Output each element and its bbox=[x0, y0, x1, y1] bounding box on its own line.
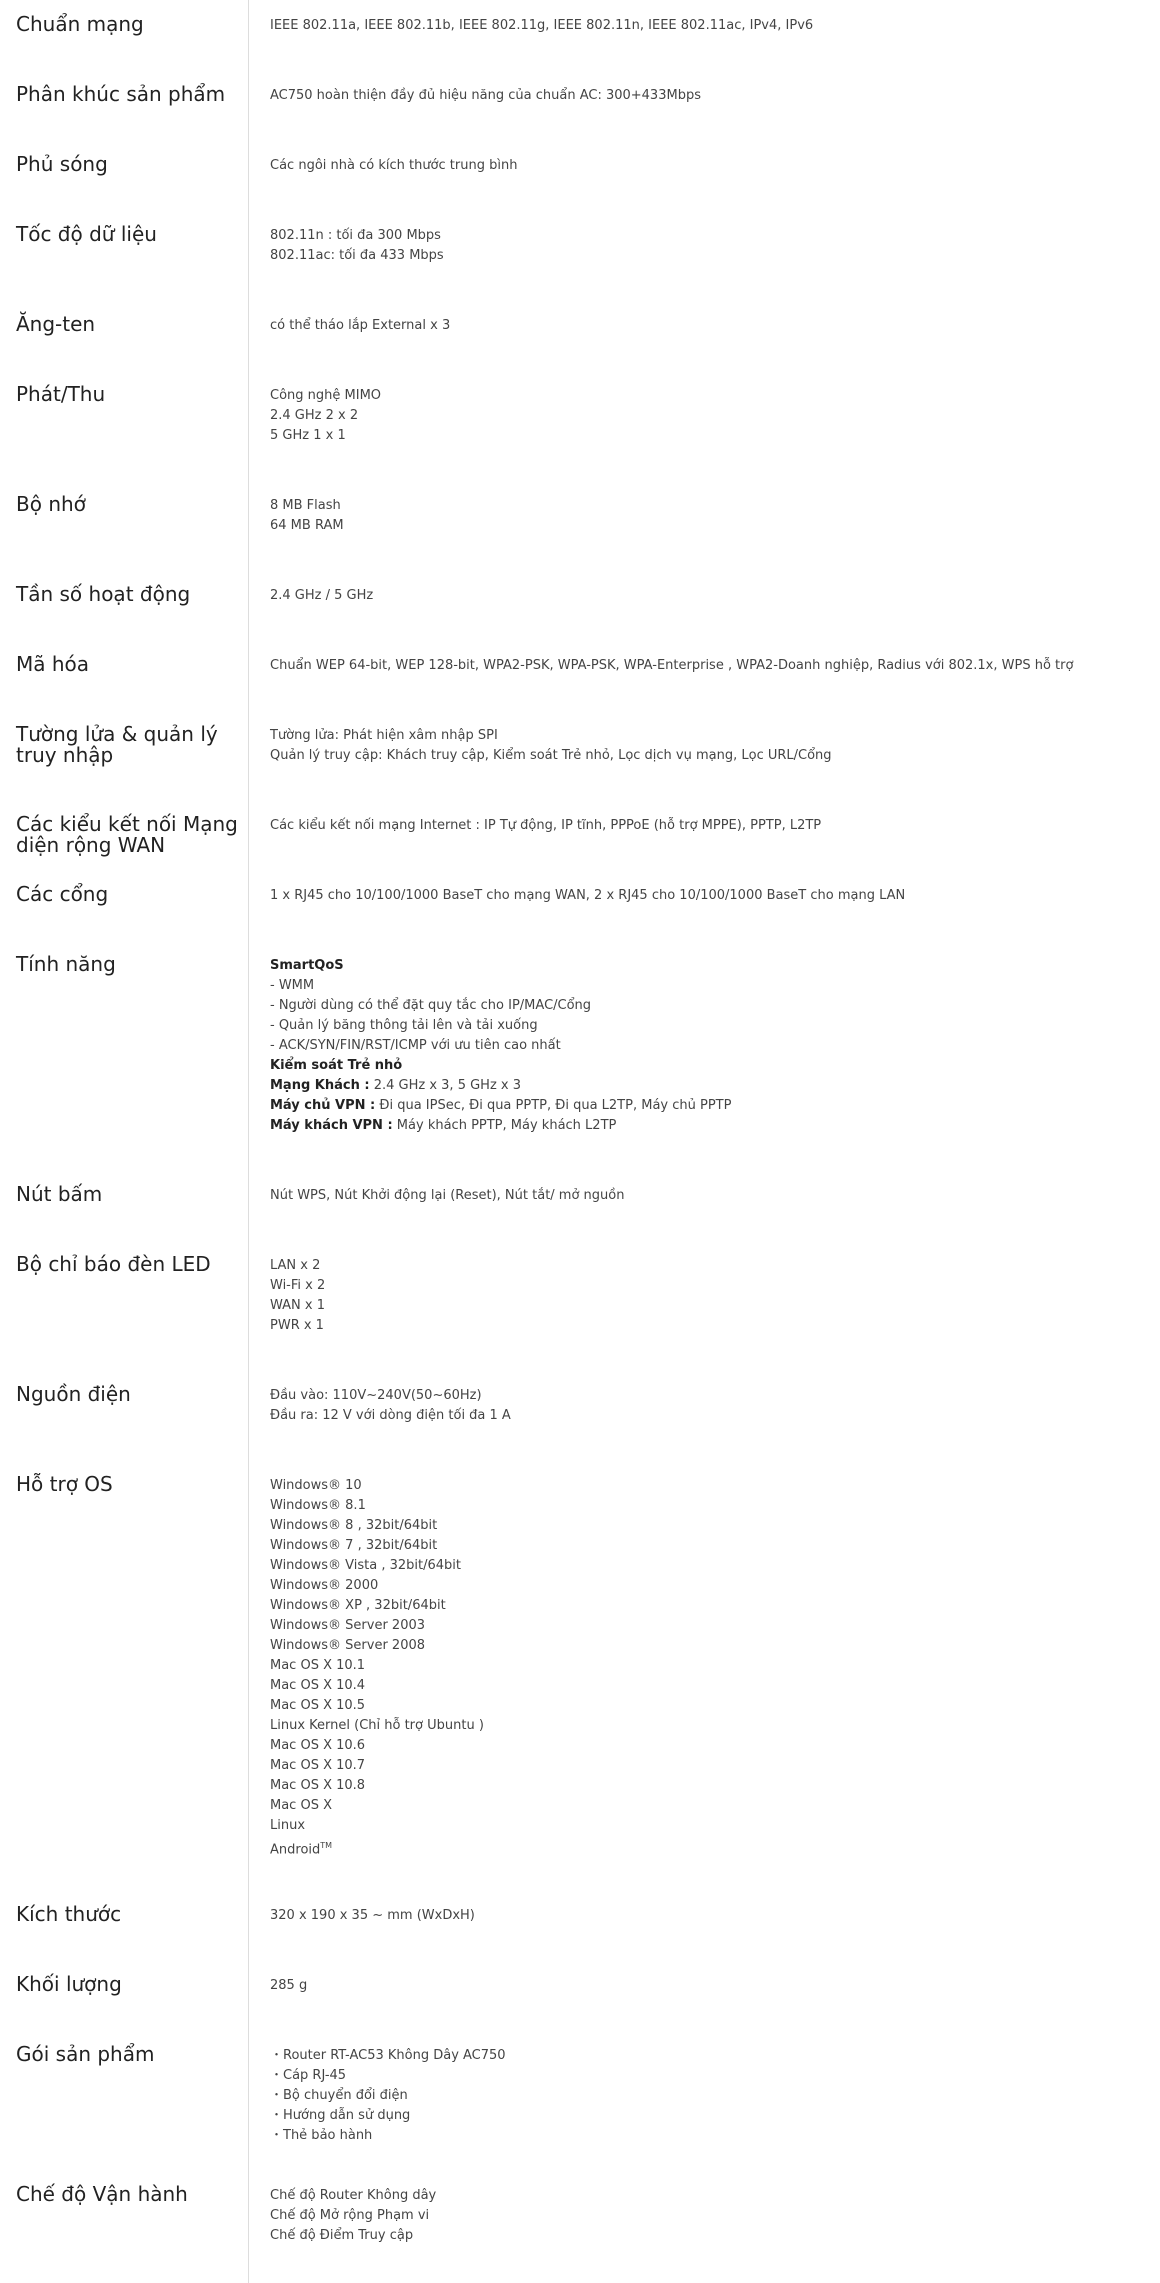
spec-value-line bbox=[270, 1316, 1150, 1336]
spec-label: Hỗ trợ OS bbox=[16, 1472, 113, 1496]
spec-value-text: Mac OS X bbox=[270, 1798, 332, 1813]
spec-value-text: ・Bộ chuyển đổi điện bbox=[270, 2088, 408, 2103]
spec-value-bold: Máy chủ VPN : bbox=[270, 1098, 376, 1113]
spec-value-line bbox=[270, 976, 1150, 996]
spec-value-line bbox=[270, 1096, 1150, 1116]
spec-value bbox=[270, 586, 1150, 606]
spec-value-text: Windows® XP , 32bit/64bit bbox=[270, 1598, 446, 1613]
spec-value-line bbox=[270, 1036, 1150, 1056]
spec-label: Bộ nhớ bbox=[16, 492, 86, 516]
spec-value-line bbox=[270, 1676, 1150, 1696]
spec-value-line bbox=[270, 1536, 1150, 1556]
spec-value-line bbox=[270, 386, 1150, 406]
spec-value-bold: Mạng Khách : bbox=[270, 1078, 370, 1093]
spec-value-text: Mac OS X 10.7 bbox=[270, 1758, 366, 1773]
spec-value-text: - WMM bbox=[270, 978, 315, 993]
spec-value-line bbox=[270, 1496, 1150, 1516]
spec-label: Phân khúc sản phẩm bbox=[16, 82, 226, 106]
spec-label: Gói sản phẩm bbox=[16, 2042, 155, 2066]
spec-value-line bbox=[270, 1276, 1150, 1296]
spec-value-text: 5 GHz 1 x 1 bbox=[270, 428, 346, 443]
spec-label: Nút bấm bbox=[16, 1182, 103, 1206]
spec-value-text: Mac OS X 10.5 bbox=[270, 1698, 366, 1713]
spec-value-text: Chế độ Điểm Truy cập bbox=[270, 2228, 414, 2243]
spec-value-text: 2.4 GHz x 3, 5 GHz x 3 bbox=[369, 1078, 522, 1093]
spec-value-text: PWR x 1 bbox=[270, 1318, 324, 1333]
spec-value-line bbox=[270, 496, 1150, 516]
spec-value-text: Linux bbox=[270, 1818, 306, 1833]
spec-value-text: Windows® 2000 bbox=[270, 1578, 379, 1593]
spec-value-text: Mac OS X 10.4 bbox=[270, 1678, 366, 1693]
spec-value-text: AC750 hoàn thiện đầy đủ hiệu năng của chuẩn AC: 300+433Mbps bbox=[270, 88, 701, 103]
spec-value-bold: SmartQoS bbox=[270, 958, 344, 973]
spec-value-text: ・Cáp RJ-45 bbox=[270, 2068, 347, 2083]
spec-value-line bbox=[270, 1516, 1150, 1536]
spec-value-text: Mac OS X 10.1 bbox=[270, 1658, 366, 1673]
spec-value-text: Windows® Server 2003 bbox=[270, 1618, 426, 1633]
spec-value-text: Chế độ Router Không dây bbox=[270, 2188, 437, 2203]
spec-value-line bbox=[270, 1836, 1150, 1860]
spec-value bbox=[270, 496, 1150, 536]
spec-label: Tần số hoạt động bbox=[16, 582, 191, 606]
spec-label: Các kiểu kết nối Mạng diện rộng WAN bbox=[16, 812, 238, 857]
spec-value-text: Mac OS X 10.8 bbox=[270, 1778, 366, 1793]
spec-value bbox=[270, 226, 1150, 266]
spec-value-text: ・Router RT-AC53 Không Dây AC750 bbox=[270, 2048, 506, 2063]
spec-value-text: Chuẩn WEP 64-bit, WEP 128-bit, WPA2-PSK, WPA-PSK, WPA-Enterprise , WPA2-Doanh nghiệp, Radius với 802.1x, WPS hỗ trợ bbox=[270, 658, 1074, 673]
spec-value-line bbox=[270, 1556, 1150, 1576]
spec-label: Ăng-ten bbox=[16, 312, 96, 336]
spec-value-text: 64 MB RAM bbox=[270, 518, 344, 533]
spec-value bbox=[270, 1906, 1150, 1926]
spec-value-text: 285 g bbox=[270, 1978, 308, 1993]
spec-value-line bbox=[270, 1736, 1150, 1756]
spec-value-line bbox=[270, 1756, 1150, 1776]
spec-value-line bbox=[270, 2206, 1150, 2226]
spec-value-text: Windows® Server 2008 bbox=[270, 1638, 426, 1653]
spec-value-text: Windows® Vista , 32bit/64bit bbox=[270, 1558, 462, 1573]
spec-value bbox=[270, 2046, 1150, 2146]
trademark-superscript: TM bbox=[320, 1841, 333, 1850]
spec-label: Chế độ Vận hành bbox=[16, 2182, 188, 2206]
spec-value-line bbox=[270, 1816, 1150, 1836]
spec-value-text: Chế độ Mở rộng Phạm vi bbox=[270, 2208, 430, 2223]
spec-value-line bbox=[270, 1976, 1150, 1996]
spec-value-line bbox=[270, 816, 1150, 836]
spec-value-text: Máy khách PPTP, Máy khách L2TP bbox=[392, 1118, 617, 1133]
spec-value-text: Tường lửa: Phát hiện xâm nhập SPI bbox=[270, 728, 498, 743]
spec-value-text: 1 x RJ45 cho 10/100/1000 BaseT cho mạng WAN, 2 x RJ45 cho 10/100/1000 BaseT cho mạng LAN bbox=[270, 888, 906, 903]
spec-value bbox=[270, 386, 1150, 446]
spec-value-text: Quản lý truy cập: Khách truy cập, Kiểm soát Trẻ nhỏ, Lọc dịch vụ mạng, Lọc URL/Cổng bbox=[270, 748, 832, 763]
spec-value-bold: Kiểm soát Trẻ nhỏ bbox=[270, 1058, 403, 1073]
spec-value-line bbox=[270, 1016, 1150, 1036]
spec-value-text: Windows® 10 bbox=[270, 1478, 362, 1493]
spec-label: Khối lượng bbox=[16, 1972, 122, 1996]
spec-label: Tường lửa & quản lý truy nhập bbox=[16, 722, 218, 767]
spec-value-line bbox=[270, 1056, 1150, 1076]
spec-value-text: - Quản lý băng thông tải lên và tải xuống bbox=[270, 1018, 538, 1033]
spec-value-line bbox=[270, 1576, 1150, 1596]
spec-value-text: ・Thẻ bảo hành bbox=[270, 2128, 373, 2143]
spec-value-text: Android bbox=[270, 1842, 321, 1858]
spec-value bbox=[270, 2186, 1150, 2246]
spec-value-line bbox=[270, 86, 1150, 106]
spec-value bbox=[270, 656, 1150, 676]
spec-value-line bbox=[270, 886, 1150, 906]
spec-value-line bbox=[270, 956, 1150, 976]
spec-label: Tính năng bbox=[16, 952, 116, 976]
spec-label: Nguồn điện bbox=[16, 1382, 131, 1406]
spec-value-bold: Máy khách VPN : bbox=[270, 1118, 393, 1133]
spec-value-line bbox=[270, 226, 1150, 246]
spec-value-line bbox=[270, 996, 1150, 1016]
spec-value-text: có thể tháo lắp External x 3 bbox=[270, 318, 451, 333]
spec-value-line bbox=[270, 726, 1150, 746]
spec-value-line bbox=[270, 1186, 1150, 1206]
spec-value-text: 2.4 GHz / 5 GHz bbox=[270, 588, 374, 603]
spec-value-line bbox=[270, 1256, 1150, 1276]
spec-value-line bbox=[270, 1596, 1150, 1616]
spec-label: Tốc độ dữ liệu bbox=[16, 222, 157, 246]
spec-value-line bbox=[270, 2086, 1150, 2106]
spec-value-line bbox=[270, 1386, 1150, 1406]
spec-value-text: ・Hướng dẫn sử dụng bbox=[270, 2108, 411, 2123]
spec-value-text: 802.11n : tối đa 300 Mbps bbox=[270, 228, 441, 243]
spec-value-text: IEEE 802.11a, IEEE 802.11b, IEEE 802.11g, IEEE 802.11n, IEEE 802.11ac, IPv4, IPv6 bbox=[270, 18, 814, 33]
spec-value-line bbox=[270, 406, 1150, 426]
spec-value-line bbox=[270, 1616, 1150, 1636]
spec-value-text: Linux Kernel (Chỉ hỗ trợ Ubuntu ) bbox=[270, 1718, 484, 1733]
spec-value-line bbox=[270, 246, 1150, 266]
spec-value-line bbox=[270, 1636, 1150, 1656]
spec-value bbox=[270, 16, 1150, 36]
spec-value bbox=[270, 316, 1150, 336]
spec-value-line bbox=[270, 1696, 1150, 1716]
spec-value bbox=[270, 1186, 1150, 1206]
spec-value-text: - Người dùng có thể đặt quy tắc cho IP/MAC/Cổng bbox=[270, 998, 592, 1013]
spec-value-line bbox=[270, 1476, 1150, 1496]
spec-value-text: Nút WPS, Nút Khởi động lại (Reset), Nút tắt/ mở nguồn bbox=[270, 1188, 625, 1203]
spec-label: Mã hóa bbox=[16, 652, 90, 676]
spec-value bbox=[270, 1476, 1150, 1860]
spec-value-line bbox=[270, 316, 1150, 336]
spec-value-line bbox=[270, 1716, 1150, 1736]
spec-value bbox=[270, 1976, 1150, 1996]
spec-value bbox=[270, 1386, 1150, 1426]
spec-value bbox=[270, 956, 1150, 1136]
column-divider bbox=[248, 0, 249, 2283]
spec-value-text: 320 x 190 x 35 ~ mm (WxDxH) bbox=[270, 1908, 475, 1923]
spec-value-text: 2.4 GHz 2 x 2 bbox=[270, 408, 359, 423]
spec-value-text: Đầu ra: 12 V với dòng điện tối đa 1 A bbox=[270, 1408, 511, 1423]
spec-value-text: Công nghệ MIMO bbox=[270, 388, 382, 403]
spec-label: Bộ chỉ báo đèn LED bbox=[16, 1252, 211, 1276]
spec-value-line bbox=[270, 1796, 1150, 1816]
spec-value-line bbox=[270, 1406, 1150, 1426]
spec-value-text: Windows® 8.1 bbox=[270, 1498, 366, 1513]
spec-value-text: Windows® 8 , 32bit/64bit bbox=[270, 1518, 438, 1533]
spec-value-text: WAN x 1 bbox=[270, 1298, 325, 1313]
spec-label: Chuẩn mạng bbox=[16, 12, 144, 36]
spec-value-line bbox=[270, 16, 1150, 36]
spec-value-text: Đầu vào: 110V~240V(50~60Hz) bbox=[270, 1388, 482, 1403]
spec-value-text: Mac OS X 10.6 bbox=[270, 1738, 366, 1753]
spec-value-text: 8 MB Flash bbox=[270, 498, 341, 513]
spec-value-line bbox=[270, 2066, 1150, 2086]
spec-value-line bbox=[270, 586, 1150, 606]
spec-value-text: Wi-Fi x 2 bbox=[270, 1278, 326, 1293]
spec-label: Kích thước bbox=[16, 1902, 122, 1926]
spec-value bbox=[270, 816, 1150, 836]
spec-value-line bbox=[270, 1776, 1150, 1796]
spec-value-line bbox=[270, 426, 1150, 446]
spec-value-line bbox=[270, 2186, 1150, 2206]
spec-value-line bbox=[270, 1296, 1150, 1316]
spec-value-line bbox=[270, 1906, 1150, 1926]
spec-label: Các cổng bbox=[16, 882, 109, 906]
spec-value-line bbox=[270, 656, 1150, 676]
spec-label: Phủ sóng bbox=[16, 152, 108, 176]
spec-value bbox=[270, 886, 1150, 906]
spec-value bbox=[270, 1256, 1150, 1336]
spec-value-text: 802.11ac: tối đa 433 Mbps bbox=[270, 248, 444, 263]
spec-value-text: - ACK/SYN/FIN/RST/ICMP với ưu tiên cao nhất bbox=[270, 1038, 561, 1053]
spec-value-text: Windows® 7 , 32bit/64bit bbox=[270, 1538, 438, 1553]
spec-value-line bbox=[270, 516, 1150, 536]
spec-value-text: Đi qua IPSec, Đi qua PPTP, Đi qua L2TP, Máy chủ PPTP bbox=[375, 1098, 732, 1113]
spec-value-line bbox=[270, 2106, 1150, 2126]
spec-value-line bbox=[270, 2226, 1150, 2246]
spec-value bbox=[270, 726, 1150, 766]
spec-value-line bbox=[270, 1656, 1150, 1676]
spec-value-line bbox=[270, 746, 1150, 766]
spec-value-line bbox=[270, 1116, 1150, 1136]
spec-value-text: LAN x 2 bbox=[270, 1258, 321, 1273]
spec-value bbox=[270, 86, 1150, 106]
spec-value bbox=[270, 156, 1150, 176]
spec-value-text: Các kiểu kết nối mạng Internet : IP Tự động, IP tĩnh, PPPoE (hỗ trợ MPPE), PPTP, L2TP bbox=[270, 818, 822, 833]
spec-value-line bbox=[270, 2126, 1150, 2146]
spec-value-line bbox=[270, 156, 1150, 176]
spec-label: Phát/Thu bbox=[16, 382, 106, 406]
spec-value-line bbox=[270, 2046, 1150, 2066]
spec-value-line bbox=[270, 1076, 1150, 1096]
spec-value-text: Các ngôi nhà có kích thước trung bình bbox=[270, 158, 518, 173]
